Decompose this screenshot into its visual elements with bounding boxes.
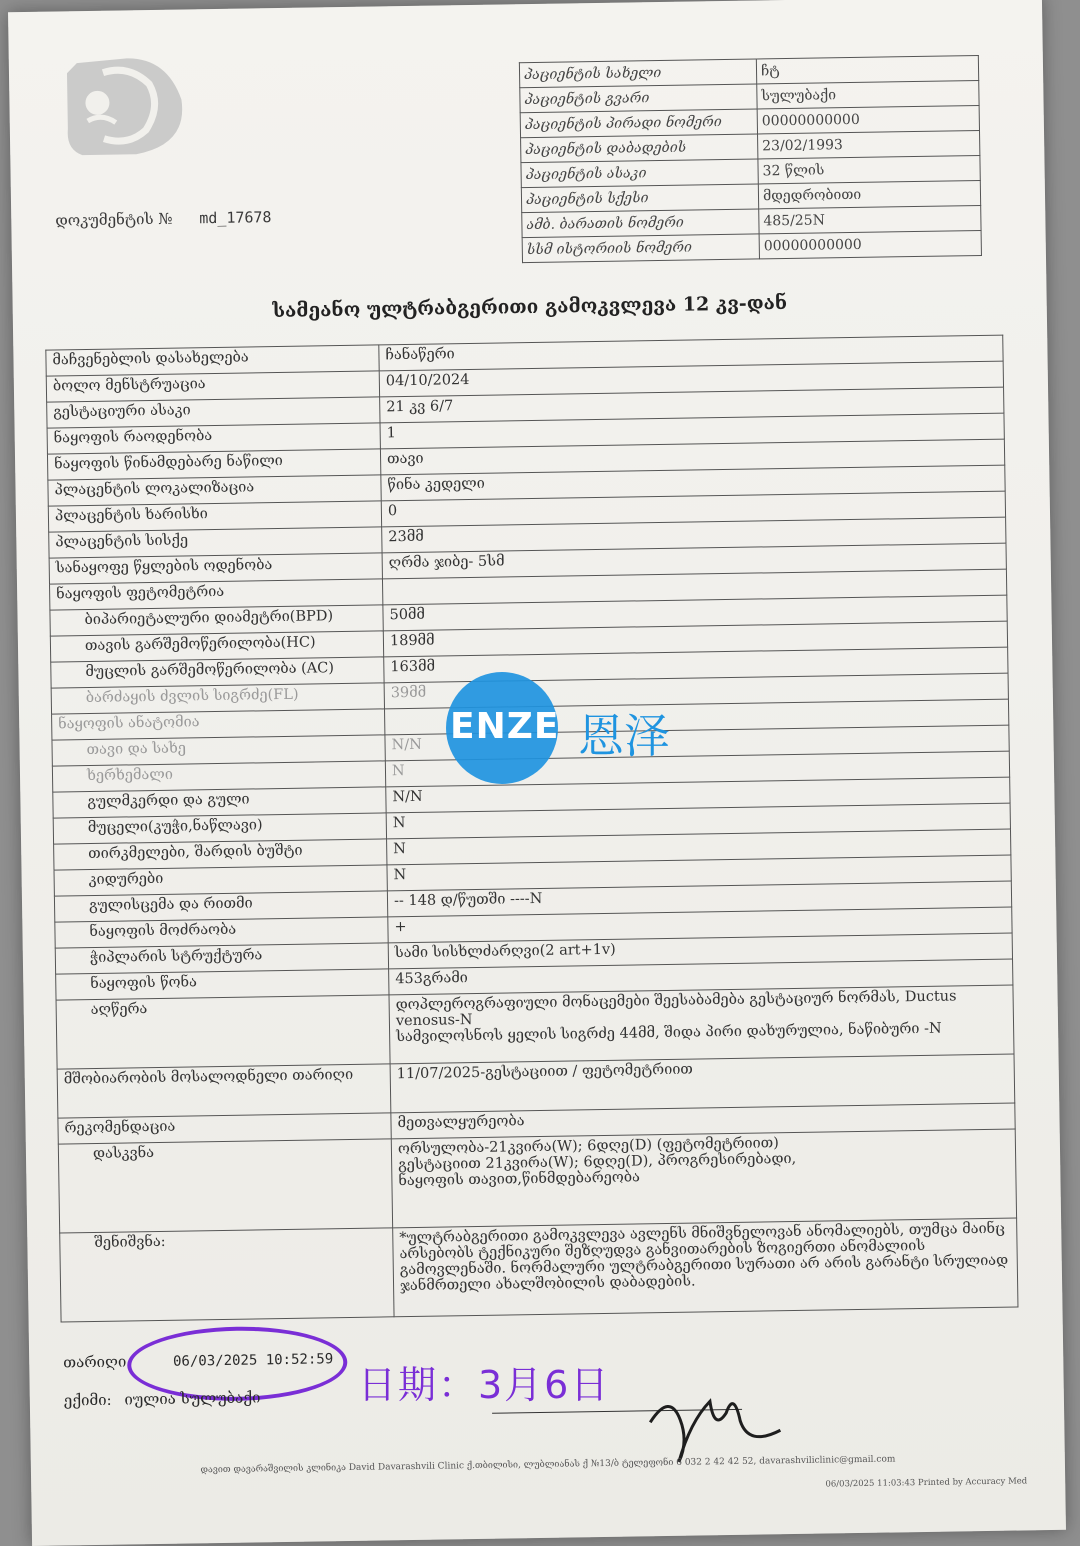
result-value: 163მმ xyxy=(384,647,1008,683)
result-value: 1 xyxy=(380,413,1004,449)
result-label: ბიპარიეტალური დიამეტრი(BPD) xyxy=(50,605,383,636)
result-value: 04/10/2024 xyxy=(379,361,1003,397)
result-label: აღწერა xyxy=(56,995,390,1069)
printed-stamp: 06/03/2025 11:03:43 Printed by Accuracy Med xyxy=(825,1476,1028,1490)
result-value: მეთვალყურეობა xyxy=(391,1103,1015,1139)
date-label: თარიღი xyxy=(63,1352,127,1372)
result-value: 39მმ xyxy=(384,673,1008,709)
doc-number-value: md_17678 xyxy=(199,208,272,228)
result-label: მუცლის გარშემოწერილობა (AC) xyxy=(51,657,384,688)
result-label: კიდურები xyxy=(54,865,387,896)
ultrasound-results-table xyxy=(45,335,1018,1323)
result-value: 21 კვ 6/7 xyxy=(380,387,1004,423)
result-label: მშობიარობის მოსალოდნელი თარიღი xyxy=(57,1064,391,1118)
doc-number-label: დოკუმენტის № xyxy=(55,209,173,230)
result-value: ჩანაწერი xyxy=(379,335,1003,371)
result-label: გულმკერდი და გული xyxy=(53,787,386,818)
result-label: სანაყოფე წყლების ოდენობა xyxy=(49,553,382,584)
result-label: პლაცენტის სისქე xyxy=(49,527,382,558)
doctor-label: ექიმი: xyxy=(63,1390,112,1410)
result-value: N/N xyxy=(386,777,1010,813)
result-label: რეკომენდაცია xyxy=(58,1113,391,1144)
patient-field-label: პაციენტის პირადი ნომერი xyxy=(520,109,757,138)
result-label: მაჩვენებლის დასახელება xyxy=(46,345,379,376)
result-label: გესტაციური ასაკი xyxy=(47,397,380,428)
result-value: *ულტრაბგერითი გამოკვლევა ავლენს მნიშვნელოვან ანომალიებს, თუმცა მაინც არსებობს ტექნიკური შეზღუდვა განვითარების ზოგიერთი ანომალიის გამოვლენაში. ნორმალური ულტრაბგერითი სურათი არ არის გარანტი სრულიად ჯანმრთელი ახალშობილის დაბადების. xyxy=(393,1218,1018,1317)
handwritten-date-annotation: 日期：3月6日 xyxy=(358,1363,611,1407)
watermark-en: ENZE xyxy=(450,706,560,747)
result-value: N xyxy=(387,829,1011,865)
result-value: 23მმ xyxy=(382,517,1006,553)
patient-field-label: ამბ. ბარათის ნომერი xyxy=(522,209,759,238)
patient-field-value: ჩტ xyxy=(756,55,978,83)
result-value: 11/07/2025-გესტაციით / ფეტომეტრიით xyxy=(390,1054,1015,1113)
patient-field-label: პაციენტის სახელი xyxy=(519,59,756,88)
result-label: თავის გარშემოწერილობა(HC) xyxy=(50,631,383,662)
doctor-line xyxy=(64,1388,261,1409)
result-value: -- 148 დ/წუთში ----N xyxy=(387,881,1011,917)
patient-field-label: პაციენტის სქესი xyxy=(521,184,758,213)
result-label: ნაყოფის წონა xyxy=(56,969,389,1000)
document-number xyxy=(55,208,272,229)
patient-field-label: სსმ ისტორიის ნომერი xyxy=(522,234,759,263)
result-label: ნაყოფის მოძრაობა xyxy=(55,917,388,948)
result-value: ორსულობა-21კვირა(W); 6დღე(D) (ფეტომეტრიით) გესტაციით 21კვირა(W); 6დღე(D), პროგრესირებადი, ნაყოფის თავით,წინმდებარეობა xyxy=(391,1129,1016,1228)
result-label: თავი და სახე xyxy=(52,735,385,766)
result-value: N xyxy=(386,803,1010,839)
clinic-logo-icon xyxy=(57,49,209,161)
result-value: დოპლეროგრაფიული მონაცემები შეესაბამება გესტაციურ ნორმას, Ductus venosus-N სამვილოსნოს ყელის სიგრძე 44მმ, შიდა პირი დახურულია, ნაწიბური -N xyxy=(389,985,1014,1064)
result-label: პლაცენტის ხარისხი xyxy=(48,501,381,532)
result-label: ხერხემალი xyxy=(52,761,385,792)
patient-field-value: 485/25N xyxy=(759,205,981,233)
result-label: შენიშვნა: xyxy=(60,1228,394,1322)
enze-watermark xyxy=(446,672,746,784)
result-label: თირკმელები, შარდის ბუშტი xyxy=(54,839,387,870)
result-value: ღრმა ჯიბე- 5სმ xyxy=(382,543,1006,579)
patient-field-value: მდედრობითი xyxy=(758,180,980,208)
date-value: 06/03/2025 10:52:59 xyxy=(172,1351,334,1370)
patient-info-table xyxy=(519,55,982,263)
result-value: N xyxy=(385,751,1009,787)
result-value: 0 xyxy=(381,491,1005,527)
result-value: 189მმ xyxy=(383,621,1007,657)
result-label: გულისცემა და რითმი xyxy=(54,891,387,922)
result-row xyxy=(58,1129,1016,1233)
patient-field-value: 00000000000 xyxy=(759,230,981,258)
patient-field-label: პაციენტის ასაკი xyxy=(521,159,758,188)
patient-field-label: პაციენტის დაბადების xyxy=(521,134,758,163)
result-label: ბარძაყის ძვლის სიგრძე(FL) xyxy=(51,683,384,714)
result-value: სამი სისხლძარღვი(2 art+1v) xyxy=(388,933,1012,969)
patient-field-value: 32 წლის xyxy=(758,155,980,183)
result-value: N xyxy=(387,855,1011,891)
watermark-cn: 恩泽 xyxy=(578,709,670,763)
result-value: + xyxy=(388,907,1012,943)
patient-field-value: 00000000000 xyxy=(757,105,979,133)
result-label: ბოლო მენსტრუაცია xyxy=(46,371,379,402)
result-label: ნაყოფის რაოდენობა xyxy=(47,423,380,454)
result-label: დასკვნა xyxy=(58,1139,392,1233)
patient-field-value: 23/02/1993 xyxy=(758,130,980,158)
patient-field-label: პაციენტის გვარი xyxy=(520,84,757,113)
result-label: ჭიპლარის სტრუქტურა xyxy=(55,943,388,974)
report-title: სამეანო ულტრაბგერითი გამოკვლევა 12 კვ-დან xyxy=(272,292,788,323)
result-label: მუცელი(კუჭი,ნაწლავი) xyxy=(53,813,386,844)
result-row xyxy=(60,1218,1018,1322)
result-value: 50მმ xyxy=(383,595,1007,631)
result-label: ნაყოფის ფეტომეტრია xyxy=(50,579,383,610)
patient-field-value: სულუბაქი xyxy=(757,80,979,108)
result-value: თავი xyxy=(380,439,1004,475)
result-label: პლაცენტის ლოკალიზაცია xyxy=(48,475,381,506)
doctor-name: იულია სულუბაქი xyxy=(124,1388,261,1409)
result-label: ნაყოფის წინამდებარე ნაწილი xyxy=(47,449,380,480)
result-value: 453გრამი xyxy=(389,959,1013,995)
clinic-address: დავით დავარაშვილის კლინიკა David Davarashvili Clinic ქ.თბილისი, ლუბლიანას ქ №13/ბ ტელეფონი 6 032 2 42 42 52, davarashviliclinic@gmail.com xyxy=(200,1454,896,1476)
result-value: წინა კედელი xyxy=(381,465,1005,501)
result-label: ნაყოფის ანატომია xyxy=(52,709,385,740)
result-value: N/N xyxy=(385,725,1009,761)
